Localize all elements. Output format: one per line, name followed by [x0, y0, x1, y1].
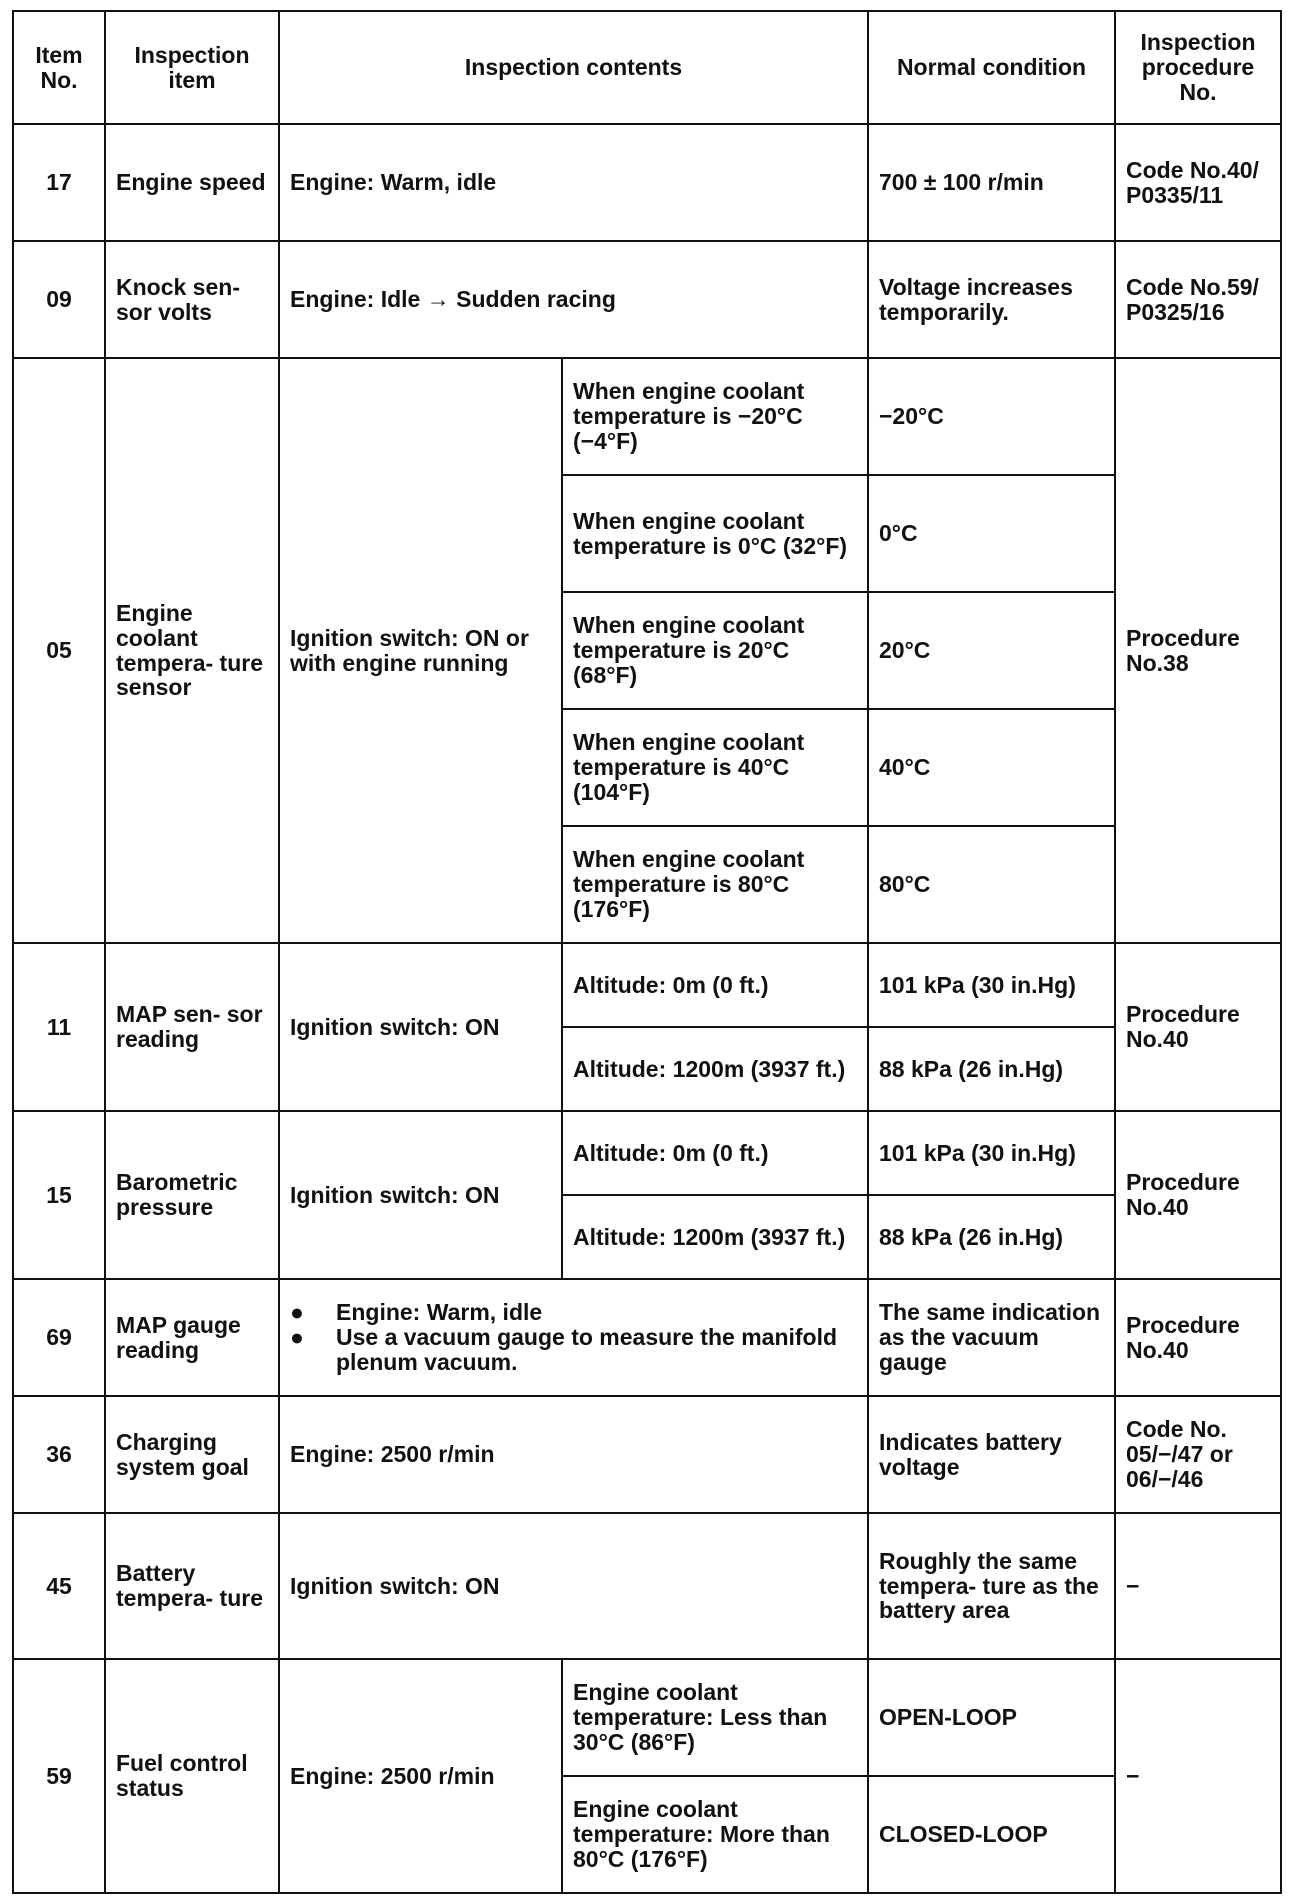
bullet-text: Engine: Warm, idle [336, 1299, 543, 1326]
table-row [13, 1513, 1281, 1659]
bullet-text: Use a vacuum gauge to measure the manifold plenum vacuum. [336, 1324, 838, 1375]
list-item [290, 1325, 857, 1375]
header-inspection-item: Inspection item [105, 11, 279, 124]
inspection-item: Engine speed [105, 124, 279, 241]
normal-condition: 700 ± 100 r/min [868, 124, 1115, 241]
sub-condition: Engine coolant temperature: More than 80°C (176°F) [562, 1776, 868, 1893]
sub-condition: Altitude: 1200m (3937 ft.) [562, 1195, 868, 1279]
sub-condition: Altitude: 1200m (3937 ft.) [562, 1027, 868, 1111]
item-no: 09 [13, 241, 105, 358]
header-inspection-contents: Inspection contents [279, 11, 868, 124]
inspection-item: Knock sen- sor volts [105, 241, 279, 358]
sub-condition: Altitude: 0m (0 ft.) [562, 1111, 868, 1195]
procedure-no: Code No.59/ P0325/16 [1115, 241, 1281, 358]
item-no: 17 [13, 124, 105, 241]
table-row [13, 1659, 1281, 1776]
bullet-list [290, 1300, 857, 1374]
list-item [290, 1300, 857, 1325]
inspection-contents: Engine: Idle → Sudden racing [279, 241, 868, 358]
normal-condition: 20°C [868, 592, 1115, 709]
procedure-no: Procedure No.40 [1115, 1111, 1281, 1279]
normal-condition: OPEN-LOOP [868, 1659, 1115, 1776]
procedure-no: Code No.40/ P0335/11 [1115, 124, 1281, 241]
inspection-item: Battery tempera- ture [105, 1513, 279, 1659]
inspection-contents: Ignition switch: ON [279, 1111, 562, 1279]
inspection-contents: Engine: 2500 r/min [279, 1396, 868, 1513]
inspection-contents: Engine: 2500 r/min [279, 1659, 562, 1893]
normal-condition: CLOSED-LOOP [868, 1776, 1115, 1893]
normal-condition: Voltage increases temporarily. [868, 241, 1115, 358]
bullet-icon: ● [290, 1299, 304, 1326]
item-no: 05 [13, 358, 105, 943]
inspection-item: Charging system goal [105, 1396, 279, 1513]
inspection-contents [279, 1279, 868, 1396]
inspection-contents: Ignition switch: ON [279, 1513, 868, 1659]
item-no: 15 [13, 1111, 105, 1279]
item-no: 11 [13, 943, 105, 1111]
inspection-item: Engine coolant tempera- ture sensor [105, 358, 279, 943]
normal-condition: 101 kPa (30 in.Hg) [868, 943, 1115, 1027]
table-row [13, 943, 1281, 1027]
sub-condition: When engine coolant temperature is −20°C (−4°F) [562, 358, 868, 475]
inspection-contents: Engine: Warm, idle [279, 124, 868, 241]
table-row [13, 1279, 1281, 1396]
sub-condition: Engine coolant temperature: Less than 30°C (86°F) [562, 1659, 868, 1776]
procedure-no: − [1115, 1513, 1281, 1659]
item-no: 36 [13, 1396, 105, 1513]
sub-condition: When engine coolant temperature is 80°C (176°F) [562, 826, 868, 943]
header-procedure-no: Inspection procedure No. [1115, 11, 1281, 124]
normal-condition: Indicates battery voltage [868, 1396, 1115, 1513]
normal-condition: 0°C [868, 475, 1115, 592]
normal-condition: The same indication as the vacuum gauge [868, 1279, 1115, 1396]
table-row [13, 1111, 1281, 1195]
item-no: 59 [13, 1659, 105, 1893]
inspection-table [12, 10, 1282, 1894]
table-row [13, 241, 1281, 358]
bullet-icon: ● [290, 1324, 304, 1351]
sub-condition: Altitude: 0m (0 ft.) [562, 943, 868, 1027]
procedure-no: − [1115, 1659, 1281, 1893]
inspection-contents: Ignition switch: ON or with engine running [279, 358, 562, 943]
procedure-no: Code No. 05/−/47 or 06/−/46 [1115, 1396, 1281, 1513]
normal-condition: 88 kPa (26 in.Hg) [868, 1027, 1115, 1111]
inspection-item: MAP sen- sor reading [105, 943, 279, 1111]
inspection-contents: Ignition switch: ON [279, 943, 562, 1111]
normal-condition: 88 kPa (26 in.Hg) [868, 1195, 1115, 1279]
sub-condition: When engine coolant temperature is 40°C (104°F) [562, 709, 868, 826]
normal-condition: 101 kPa (30 in.Hg) [868, 1111, 1115, 1195]
table-row [13, 124, 1281, 241]
normal-condition: 40°C [868, 709, 1115, 826]
header-item-no: Item No. [13, 11, 105, 124]
inspection-item: Barometric pressure [105, 1111, 279, 1279]
inspection-item: MAP gauge reading [105, 1279, 279, 1396]
header-row [13, 11, 1281, 124]
item-no: 45 [13, 1513, 105, 1659]
inspection-table-sheet [12, 10, 1280, 1890]
procedure-no: Procedure No.40 [1115, 1279, 1281, 1396]
table-row [13, 1396, 1281, 1513]
normal-condition: −20°C [868, 358, 1115, 475]
procedure-no: Procedure No.40 [1115, 943, 1281, 1111]
sub-condition: When engine coolant temperature is 20°C (68°F) [562, 592, 868, 709]
table-row [13, 358, 1281, 475]
header-normal-condition: Normal condition [868, 11, 1115, 124]
item-no: 69 [13, 1279, 105, 1396]
normal-condition: Roughly the same tempera- ture as the battery area [868, 1513, 1115, 1659]
procedure-no: Procedure No.38 [1115, 358, 1281, 943]
inspection-item: Fuel control status [105, 1659, 279, 1893]
normal-condition: 80°C [868, 826, 1115, 943]
sub-condition: When engine coolant temperature is 0°C (32°F) [562, 475, 868, 592]
